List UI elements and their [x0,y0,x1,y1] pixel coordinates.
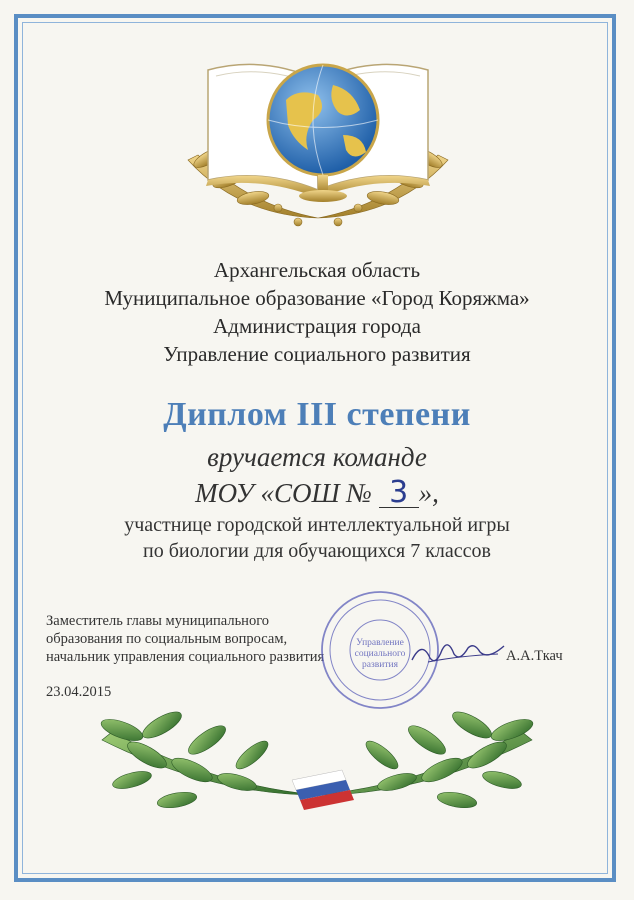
issuer-header [0,256,634,368]
description-line-2: по биологии для обучающихся 7 классов [143,540,491,562]
school-prefix: МОУ «СОШ № [195,478,372,508]
signer-position [46,612,324,666]
header-municipality: Муниципальное образование «Город Коряжма» [104,286,530,310]
signer-line-1: Заместитель главы муниципального [46,613,270,629]
school-suffix: », [418,478,439,508]
stamp-text-3: развития [362,660,398,670]
diploma-title: Диплом III степени [163,396,471,433]
signer-line-2: образования по социальным вопросам, [46,631,288,647]
description-line-1: участнице городской интеллектуальной игры [124,514,510,536]
laurel-wreath-icon [92,700,542,840]
stamp-text-1: Управление [356,638,404,648]
stamp-text-2: социального [354,649,406,659]
signer-line-3: начальник управления социального развития [46,649,325,665]
header-administration: Администрация города [213,314,421,338]
issue-date: 23.04.2015 [46,684,112,700]
header-region: Архангельская область [213,258,421,282]
signer-name: А.А.Ткач [506,648,563,664]
school-name [0,475,634,510]
handwritten-signature-icon [408,632,508,672]
globe-book-emblem-icon [168,40,468,240]
awarded-to-label: вручается команде [207,442,427,472]
school-number: 3 [379,479,419,508]
award-description [0,512,634,564]
header-department: Управление социального развития [163,342,471,366]
